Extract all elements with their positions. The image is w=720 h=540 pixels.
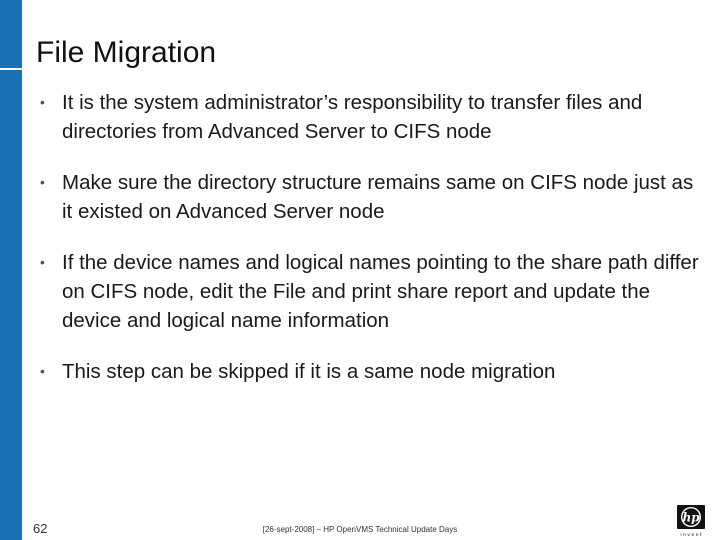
logo-tagline: i n v e n t (680, 533, 702, 537)
left-accent-bar (0, 0, 22, 540)
bullet-text: If the device names and logical names pointing to the share path differ on CIFS node, edit the File and print share report and update the device and logical name information (62, 251, 699, 332)
bullet-marker: • (40, 94, 45, 110)
slide-title: File Migration (36, 36, 217, 69)
bullet-text: Make sure the directory structure remains same on CIFS node just as it existed on Advanced Server node (62, 171, 694, 223)
hp-logo-icon (673, 505, 709, 537)
bullet-marker: • (40, 254, 45, 270)
bullet-list (40, 88, 704, 408)
page-number: 62 (33, 521, 48, 536)
bullet-item (40, 88, 704, 146)
bullet-item (40, 168, 704, 226)
bullet-text: This step can be skipped if it is a same node migration (62, 360, 556, 383)
bullet-marker: • (40, 174, 45, 190)
title-marker (0, 68, 22, 70)
bullet-text: It is the system administrator’s responsibility to transfer files and directories from Advanced Server to CIFS node (62, 91, 643, 143)
bullet-item (40, 248, 704, 335)
bullet-item (40, 357, 704, 386)
logo-text: hp (682, 510, 700, 525)
footer-text: [26-sept-2008] – HP OpenVMS Technical Update Days (262, 525, 458, 534)
bullet-marker: • (40, 363, 45, 379)
